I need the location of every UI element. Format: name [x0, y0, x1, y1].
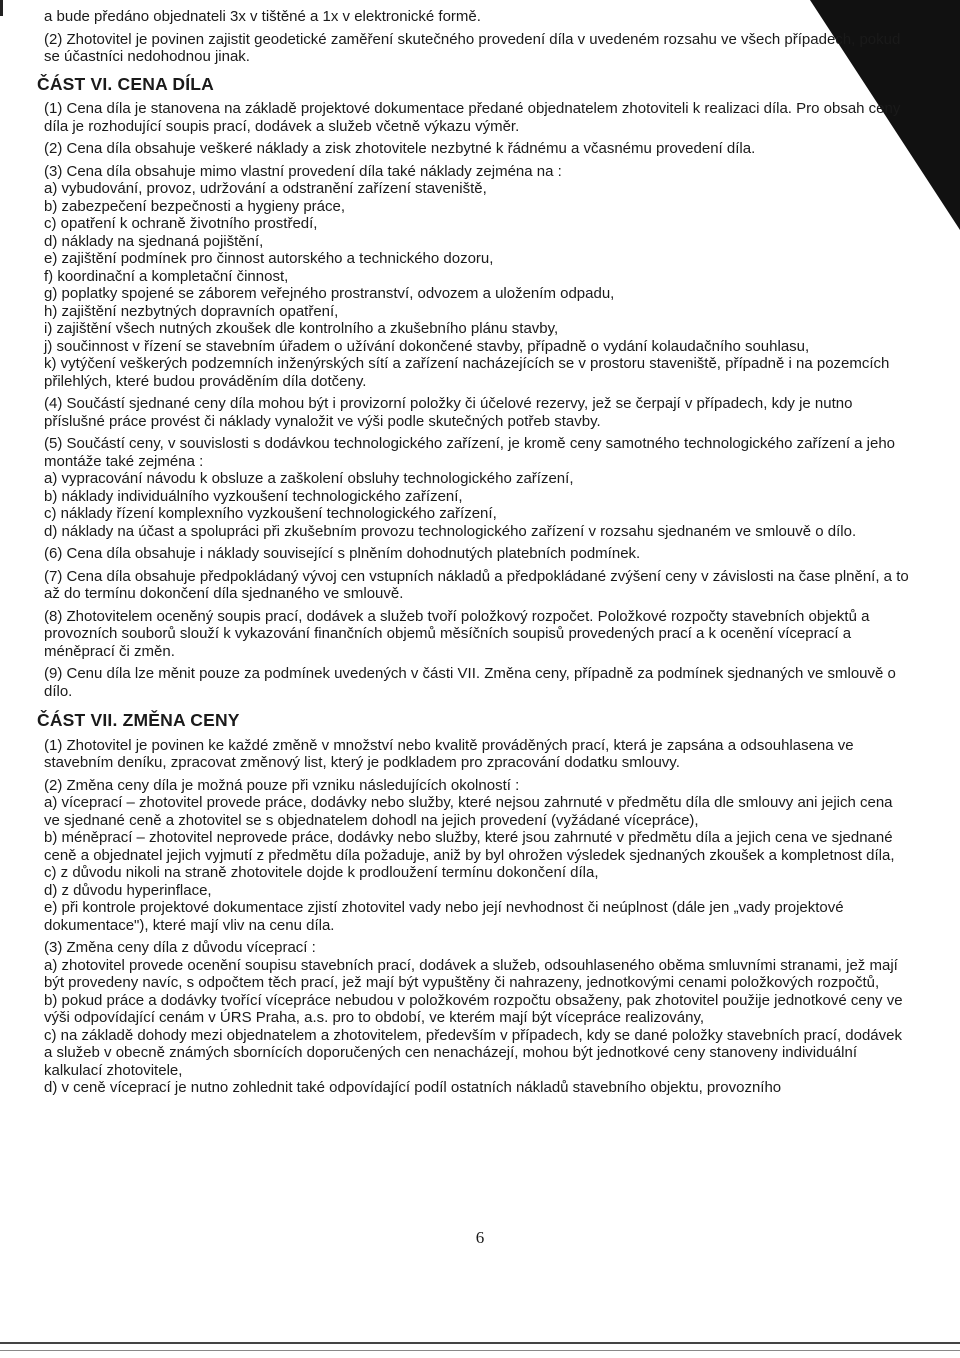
document-body	[37, 8, 910, 1097]
s6-paragraph-9: (9) Cenu díla lze měnit pouze za podmínek uvedených v části VII. Změna ceny, případně za podmínek sjednaných ve smlouvě o dílo.	[44, 665, 896, 700]
list-item: h) zajištění nezbytných dopravních opatření,	[44, 302, 339, 320]
section-heading-vii: ČÁST VII. ZMĚNA CENY	[37, 710, 240, 730]
list-item: b) zabezpečení bezpečnosti a hygieny práce,	[44, 197, 346, 215]
list-item: a) víceprací – zhotovitel provede práce, dodávky nebo služby, které nejsou zahrnuté v předmětu díla dle smlouvy ani jejich cena ve sjednané ceně a zhotovitel se s objednatelem dohodl na jejich provedení (vyžádané vícepráce),	[44, 794, 893, 829]
list-item: k) vytýčení veškerých podzemních inženýrských sítí a zařízení nacházejících se v prostoru staveniště, případně i na pozemcích přilehlých, které budou prováděním díla dotčeny.	[44, 355, 890, 390]
list-item: b) méněprací – zhotovitel neprovede práce, dodávky nebo služby, které jsou zahrnuté v předmětu díla a jejich cena ve sjednané ceně a objednatel jejich vyjmutí z předmětu díla požaduje, aniž by byl ohrožen výsledek sjednaných zkoušek a kompletnost díla,	[44, 829, 895, 864]
list-item: c) náklady řízení komplexního vyzkoušení technologického zařízení,	[44, 505, 497, 522]
list-item: b) pokud práce a dodávky tvořící vícepráce nebudou v položkovém rozpočtu obsaženy, pak zhotovitel použije jednotkové ceny ve výši odpovídající cenám v ÚRS Praha, a.s. pro to období, ve kterém mají být vícepráce realizovány,	[44, 991, 903, 1026]
list-item: c) z důvodu nikoli na straně zhotovitele dojde k prodloužení termínu dokončení díla,	[44, 864, 599, 881]
list-item: e) zajištění podmínek pro činnost autorského a technického dozoru,	[44, 250, 494, 267]
s6-paragraph-1: (1) Cena díla je stanovena na základě projektové dokumentace předané objednatelem zhotoviteli k realizaci díla. Pro obsah ceny díla je rozhodující soupis prací, dodávek a služeb včetně výkazu výměr.	[44, 100, 901, 135]
list-item: d) v ceně víceprací je nutno zohlednit také odpovídající podíl ostatních nákladů stavebního objektu, provozního	[44, 1079, 782, 1096]
scan-bottom-line-thin	[0, 1350, 960, 1351]
s7-paragraph-2: (2) Změna ceny díla je možná pouze při vzniku následujících okolností :	[44, 776, 520, 794]
section-heading-vi: ČÁST VI. CENA DÍLA	[37, 73, 214, 94]
page-number: 6	[475, 1228, 485, 1247]
list-item: g) poplatky spojené se záborem veřejného prostranství, odvozem a uložením odpadu,	[44, 285, 615, 302]
s6-paragraph-6: (6) Cena díla obsahuje i náklady související s plněním dohodnutých platebních podmínek.	[44, 545, 641, 562]
s6-paragraph-2: (2) Cena díla obsahuje veškeré náklady a zisk zhotovitele nezbytné k řádnému a včasnému provedení díla.	[44, 140, 756, 157]
list-item: f) koordinační a kompletační činnost,	[44, 267, 289, 285]
s6-paragraph-4: (4) Součástí sjednané ceny díla mohou být i provizorní položky či účelové rezervy, jež se čerpají v případech, kdy je nutno příslušné práce provést či náklady vynaložit ve výši podle skutečných potřeb stavby.	[44, 395, 853, 430]
list-item: d) z důvodu hyperinflace,	[44, 881, 212, 899]
scan-bottom-line	[0, 1342, 960, 1344]
s7-paragraph-3: (3) Změna ceny díla z důvodu víceprací :	[44, 939, 316, 956]
list-item: c) opatření k ochraně životního prostředí,	[44, 215, 318, 232]
list-item: j) součinnost v řízení se stavebním úřadem o užívání dokončené stavby, případně o vydání kolaudačního souhlasu,	[44, 337, 810, 355]
s6-paragraph-5: (5) Součástí ceny, v souvislosti s dodávkou technologického zařízení, je kromě ceny samotného technologického zařízení a jeho montáže také zejména :	[44, 435, 896, 470]
scan-edge-mark	[0, 0, 3, 16]
intro-line: a bude předáno objednateli 3x v tištěné a 1x v elektronické formě.	[44, 8, 481, 25]
list-item: d) náklady na sjednaná pojištění,	[44, 232, 264, 250]
s7-paragraph-1: (1) Zhotovitel je povinen ke každé změně v množství nebo kvalitě prováděných prací, která je zapsána a odsouhlasena ve stavebním deníku, zpracovat změnový list, který je podkladem pro zpracování dodatku smlouvy.	[44, 736, 854, 771]
s6-paragraph-7: (7) Cena díla obsahuje předpokládaný vývoj cen vstupních nákladů a předpokládané zvýšení ceny v závislosti na čase plnění, a to až do termínu dokončení díla sjednaného ve smlouvě.	[44, 567, 909, 602]
list-item: a) vybudování, provoz, udržování a odstranění zařízení staveniště,	[44, 180, 487, 197]
list-item: d) náklady na účast a spolupráci při zkušebním provozu technologického zařízení v rozsahu sjednaném ve smlouvě o dílo.	[44, 522, 857, 540]
list-item: c) na základě dohody mezi objednatelem a zhotovitelem, především v případech, kdy se dané položky stavebních prací, dodávek a služeb v obecně známých sbornících doporučených cen nenacházejí, mohou být jednotkové ceny stanoveny individuální kalkulací zhotovitele,	[44, 1026, 902, 1079]
list-item: e) při kontrole projektové dokumentace zjistí zhotovitel vady nebo její nevhodnost či neúplnost (dále jen „vady projektové dokumentace"), které mají vliv na cenu díla.	[44, 899, 844, 934]
list-item: a) vypracování návodu k obsluze a zaškolení obsluhy technologického zařízení,	[44, 470, 574, 487]
s6-paragraph-3: (3) Cena díla obsahuje mimo vlastní provedení díla také náklady zejména na :	[44, 162, 562, 180]
s6-paragraph-8: (8) Zhotovitelem oceněný soupis prací, dodávek a služeb tvoří položkový rozpočet. Položkové rozpočty stavebních objektů a provozních souborů slouží k vykazování finančních objemů měsíčních soupisů provedených prací a k ocenění víceprací a méněprací či změn.	[44, 607, 870, 660]
intro-paragraph-2: (2) Zhotovitel je povinen zajistit geodetické zaměření skutečného provedení díla v uvedeném rozsahu ve všech případech, pokud se účastníci nedohodnou jinak.	[44, 30, 901, 65]
list-item: a) zhotovitel provede ocenění soupisu stavebních prací, dodávek a služeb, odsouhlaseného oběma smluvními stranami, jež mají být provedeny navíc, s odpočtem těch prací, jež mají být vypuštěny či nahrazeny, jednotkovými cenami položkových rozpočtů,	[44, 956, 898, 991]
list-item: b) náklady individuálního vyzkoušení technologického zařízení,	[44, 487, 463, 505]
list-item: i) zajištění všech nutných zkoušek dle kontrolního a zkušebního plánu stavby,	[44, 320, 559, 337]
